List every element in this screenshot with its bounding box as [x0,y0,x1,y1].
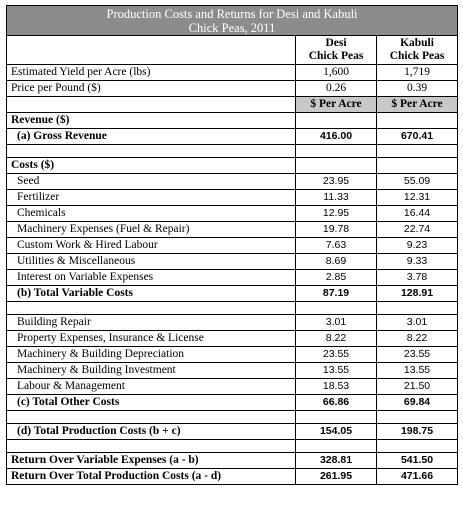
empty-cell [296,113,377,129]
total-production-costs-row [7,424,458,440]
cost-item-label: Chemicals [7,206,296,222]
cost-item-label: Seed [7,174,296,190]
table-row [7,254,458,270]
kabuli-header-line1: Kabuli [400,37,434,49]
total-production-costs-desi: 154.05 [296,424,377,440]
empty-cell [377,113,458,129]
cost-item-desi: 2.85 [296,270,377,286]
total-variable-costs-kabuli: 128.91 [377,286,458,302]
return-over-total-desi: 261.95 [296,469,377,485]
total-other-costs-row [7,395,458,411]
table-row [7,270,458,286]
cost-item-desi: 23.95 [296,174,377,190]
price-kabuli: 0.39 [377,81,458,97]
table-row [7,331,458,347]
desi-column-header [296,36,377,65]
table-row [7,190,458,206]
other-cost-label: Building Repair [7,315,296,331]
column-header-row [7,36,458,65]
other-cost-kabuli: 23.55 [377,347,458,363]
costs-heading: Costs ($) [7,158,296,174]
total-production-costs-kabuli: 198.75 [377,424,458,440]
price-row [7,81,458,97]
other-cost-label: Machinery & Building Investment [7,363,296,379]
other-cost-label: Labour & Management [7,379,296,395]
empty-cell [377,158,458,174]
total-other-costs-desi: 66.86 [296,395,377,411]
cost-item-label: Custom Work & Hired Labour [7,238,296,254]
table-title-row [7,6,458,36]
price-label: Price per Pound ($) [7,81,296,97]
other-cost-kabuli: 21.50 [377,379,458,395]
other-cost-desi: 18.53 [296,379,377,395]
spacer-row [7,302,458,315]
total-other-costs-label: (c) Total Other Costs [7,395,296,411]
kabuli-header-line2: Chick Peas [389,50,445,62]
yield-label: Estimated Yield per Acre (lbs) [7,65,296,81]
other-cost-desi: 8.22 [296,331,377,347]
return-over-total-label: Return Over Total Production Costs (a - d) [7,469,296,485]
gross-revenue-desi: 416.00 [296,129,377,145]
production-costs-table [6,5,458,485]
price-desi: 0.26 [296,81,377,97]
costs-heading-row [7,158,458,174]
spacer-row [7,440,458,453]
total-variable-costs-desi: 87.19 [296,286,377,302]
cost-item-label: Fertilizer [7,190,296,206]
cost-item-desi: 12.95 [296,206,377,222]
cost-item-label: Interest on Variable Expenses [7,270,296,286]
units-blank-cell [7,97,296,113]
cost-item-kabuli: 16.44 [377,206,458,222]
spacer-row [7,145,458,158]
other-cost-kabuli: 13.55 [377,363,458,379]
header-blank-cell [7,36,296,65]
revenue-heading-row [7,113,458,129]
cost-item-kabuli: 55.09 [377,174,458,190]
desi-header-line1: Desi [325,37,347,49]
other-cost-label: Property Expenses, Insurance & License [7,331,296,347]
total-variable-costs-row [7,286,458,302]
gross-revenue-row [7,129,458,145]
other-cost-desi: 3.01 [296,315,377,331]
return-over-variable-desi: 328.81 [296,453,377,469]
desi-header-line2: Chick Peas [308,50,364,62]
other-cost-kabuli: 3.01 [377,315,458,331]
yield-desi: 1,600 [296,65,377,81]
other-cost-kabuli: 8.22 [377,331,458,347]
return-over-variable-kabuli: 541.50 [377,453,458,469]
gross-revenue-kabuli: 670.41 [377,129,458,145]
total-other-costs-kabuli: 69.84 [377,395,458,411]
cost-item-label: Machinery Expenses (Fuel & Repair) [7,222,296,238]
yield-kabuli: 1,719 [377,65,458,81]
cost-item-desi: 19.78 [296,222,377,238]
cost-item-kabuli: 12.31 [377,190,458,206]
table-row [7,206,458,222]
return-over-total-kabuli: 471.66 [377,469,458,485]
table-row [7,315,458,331]
units-desi: $ Per Acre [296,97,377,113]
table-title-line2: Chick Peas, 2011 [188,20,276,35]
cost-item-kabuli: 9.23 [377,238,458,254]
yield-row [7,65,458,81]
table-row [7,238,458,254]
table-row [7,174,458,190]
spacer-row [7,411,458,424]
kabuli-column-header [377,36,458,65]
cost-item-kabuli: 9.33 [377,254,458,270]
cost-item-desi: 11.33 [296,190,377,206]
table-row [7,363,458,379]
return-over-variable-row [7,453,458,469]
table-title-line1: Production Costs and Returns for Desi and Kabuli [106,6,358,21]
units-kabuli: $ Per Acre [377,97,458,113]
other-cost-desi: 23.55 [296,347,377,363]
cost-item-kabuli: 22.74 [377,222,458,238]
empty-cell [296,158,377,174]
cost-item-kabuli: 3.78 [377,270,458,286]
cost-table-container [6,5,457,485]
return-over-variable-label: Return Over Variable Expenses (a - b) [7,453,296,469]
return-over-total-row [7,469,458,485]
table-title [7,6,458,36]
revenue-heading: Revenue ($) [7,113,296,129]
table-row [7,379,458,395]
table-row [7,222,458,238]
total-variable-costs-label: (b) Total Variable Costs [7,286,296,302]
total-production-costs-label: (d) Total Production Costs (b + c) [7,424,296,440]
cost-item-desi: 8.69 [296,254,377,270]
cost-item-desi: 7.63 [296,238,377,254]
units-row [7,97,458,113]
other-cost-desi: 13.55 [296,363,377,379]
cost-item-label: Utilities & Miscellaneous [7,254,296,270]
table-row [7,347,458,363]
gross-revenue-label: (a) Gross Revenue [7,129,296,145]
other-cost-label: Machinery & Building Depreciation [7,347,296,363]
